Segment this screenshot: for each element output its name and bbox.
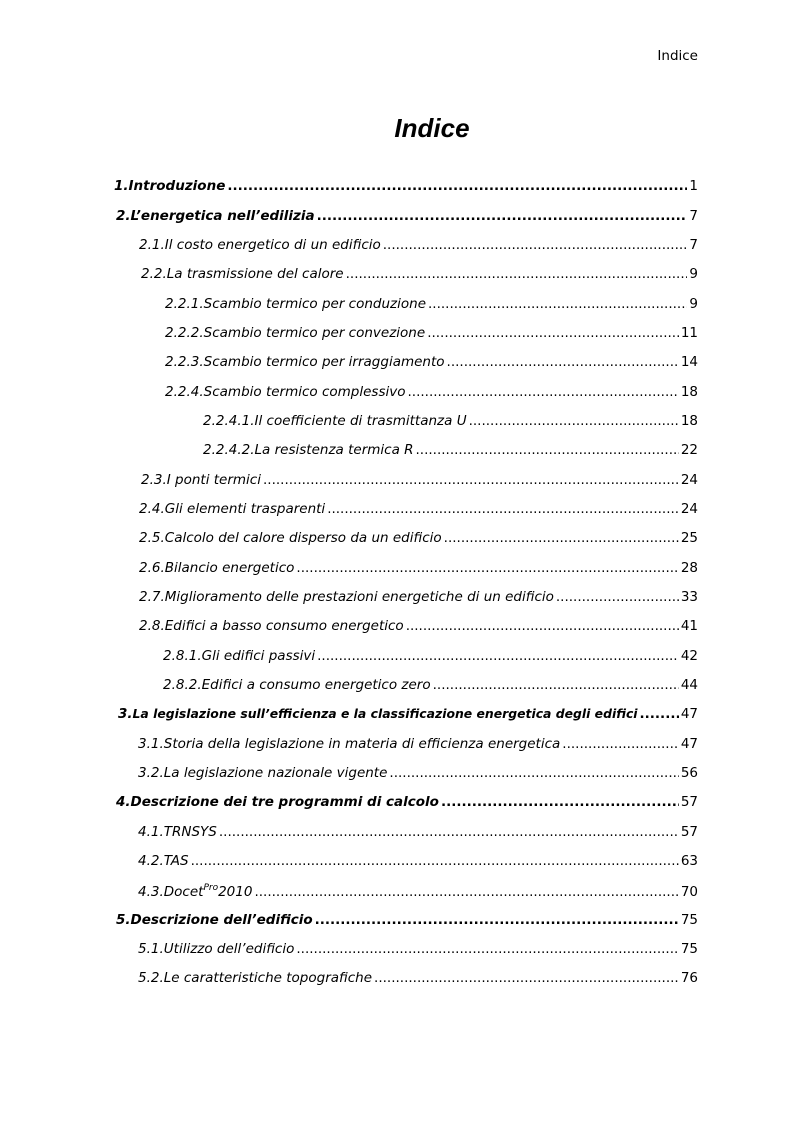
page-title: Indice bbox=[394, 113, 470, 143]
toc-label: Miglioramento delle prestazioni energetiche di un edificio bbox=[164, 589, 554, 605]
toc-entry-4-1[interactable] bbox=[138, 824, 698, 846]
toc-label: Bilancio energetico bbox=[164, 560, 295, 576]
toc-page-number: 42 bbox=[680, 648, 698, 664]
dot-leader bbox=[315, 912, 679, 928]
dot-leader bbox=[406, 618, 679, 634]
toc-page-number: 63 bbox=[680, 853, 698, 869]
toc-page-number: 57 bbox=[680, 824, 698, 840]
toc-label-tail: 2010 bbox=[218, 884, 253, 900]
toc-label: I ponti termici bbox=[166, 472, 261, 488]
dot-leader bbox=[327, 501, 679, 517]
toc-page-number: 9 bbox=[689, 296, 698, 312]
toc-number: 3.1. bbox=[138, 736, 164, 752]
toc-page-number: 76 bbox=[680, 970, 698, 986]
toc-page-number: 57 bbox=[680, 794, 698, 810]
dot-leader bbox=[191, 853, 679, 869]
toc-page-number: 56 bbox=[680, 765, 698, 781]
toc-page-number: 41 bbox=[680, 618, 698, 634]
toc-label: Le caratteristiche topografiche bbox=[163, 970, 373, 986]
toc-number: 4.1. bbox=[138, 824, 164, 840]
toc-entry-2-2[interactable] bbox=[141, 266, 698, 288]
toc-page-number: 18 bbox=[680, 413, 698, 429]
toc-entry-3-1[interactable] bbox=[138, 736, 698, 758]
dot-leader bbox=[416, 442, 679, 458]
dot-leader bbox=[427, 325, 679, 341]
running-header: Indice bbox=[657, 48, 698, 64]
toc-label: La legislazione nazionale vigente bbox=[163, 765, 388, 781]
toc-entry-4[interactable] bbox=[116, 794, 698, 816]
dot-leader bbox=[383, 237, 688, 253]
toc-label: Storia della legislazione in materia di efficienza energetica bbox=[163, 736, 561, 752]
toc-entry-2-2-4-1[interactable] bbox=[203, 413, 698, 435]
toc-label-superscript: Pro bbox=[203, 883, 219, 893]
toc-page-number: 18 bbox=[680, 384, 698, 400]
dot-leader bbox=[317, 208, 688, 224]
toc-label: Descrizione dei tre programmi di calcolo bbox=[130, 794, 439, 810]
dot-leader bbox=[374, 970, 679, 986]
toc-entry-2-2-1[interactable] bbox=[165, 296, 698, 318]
toc-label: Gli edifici passivi bbox=[201, 648, 316, 664]
dot-leader bbox=[433, 677, 679, 693]
toc-number: 2.2.4.1. bbox=[203, 413, 255, 429]
toc-page-number: 70 bbox=[680, 884, 698, 900]
toc-page-number: 75 bbox=[680, 941, 698, 957]
toc-label bbox=[164, 883, 253, 900]
toc-label: Edifici a basso consumo energetico bbox=[164, 618, 404, 634]
toc-number: 3. bbox=[118, 706, 133, 722]
toc-entry-2-1[interactable] bbox=[139, 237, 698, 259]
toc-entry-3-2[interactable] bbox=[138, 765, 698, 787]
toc-entry-2-8-1[interactable] bbox=[163, 648, 698, 670]
toc-number: 3.2. bbox=[138, 765, 164, 781]
toc-label: Calcolo del calore disperso da un edificio bbox=[164, 530, 442, 546]
toc-entry-2-2-3[interactable] bbox=[165, 354, 698, 376]
toc-label: La trasmissione del calore bbox=[166, 266, 344, 282]
toc-page-number: 24 bbox=[680, 501, 698, 517]
toc-entry-2-7[interactable] bbox=[139, 589, 698, 611]
toc-entry-2-8-2[interactable] bbox=[163, 677, 698, 699]
toc-entry-5[interactable] bbox=[116, 912, 698, 934]
toc-entry-3[interactable] bbox=[118, 706, 698, 728]
toc-label: La legislazione sull’efficienza e la classificazione energetica degli edifici bbox=[132, 706, 638, 721]
toc-page-number: 33 bbox=[680, 589, 698, 605]
toc-number: 2.8.2. bbox=[163, 677, 202, 693]
dot-leader bbox=[562, 736, 679, 752]
toc-label: La resistenza termica R bbox=[254, 442, 414, 458]
toc-page-number: 7 bbox=[689, 208, 698, 224]
toc-entry-5-1[interactable] bbox=[138, 941, 698, 963]
toc-number: 5.2. bbox=[138, 970, 164, 986]
toc-number: 2. bbox=[116, 208, 131, 224]
toc-number: 2.5. bbox=[139, 530, 165, 546]
toc-label: Utilizzo dell’edificio bbox=[163, 941, 295, 957]
toc-page-number: 47 bbox=[680, 706, 698, 722]
toc-entry-2-2-2[interactable] bbox=[165, 325, 698, 347]
toc-number: 5.1. bbox=[138, 941, 164, 957]
toc-page-number: 47 bbox=[680, 736, 698, 752]
dot-leader bbox=[444, 530, 679, 546]
dot-leader bbox=[227, 178, 687, 194]
toc-label: Scambio termico complessivo bbox=[203, 384, 406, 400]
dot-leader bbox=[556, 589, 679, 605]
dot-leader bbox=[296, 560, 678, 576]
toc-page-number: 24 bbox=[680, 472, 698, 488]
dot-leader bbox=[263, 472, 679, 488]
toc-number: 2.3. bbox=[141, 472, 167, 488]
dot-leader bbox=[428, 296, 687, 312]
toc-label: Introduzione bbox=[128, 178, 226, 194]
toc-label: Edifici a consumo energetico zero bbox=[201, 677, 431, 693]
toc-number: 2.1. bbox=[139, 237, 165, 253]
toc-label: Gli elementi trasparenti bbox=[164, 501, 326, 517]
toc-label: Descrizione dell’edificio bbox=[130, 912, 313, 928]
toc-entry-1[interactable] bbox=[114, 178, 698, 200]
toc-entry-2[interactable] bbox=[116, 208, 698, 230]
toc-page-number: 11 bbox=[680, 325, 698, 341]
toc-entry-5-2[interactable] bbox=[138, 970, 698, 992]
toc-number: 2.2.4. bbox=[165, 384, 204, 400]
toc-number: 4. bbox=[116, 794, 131, 810]
toc-entry-2-2-4-2[interactable] bbox=[203, 442, 698, 464]
toc-label: TRNSYS bbox=[163, 824, 217, 840]
toc-label: Il costo energetico di un edificio bbox=[164, 237, 381, 253]
dot-leader bbox=[254, 884, 678, 900]
toc-label: Il coefficiente di trasmittanza U bbox=[254, 413, 467, 429]
toc-page-number: 25 bbox=[680, 530, 698, 546]
dot-leader bbox=[441, 794, 679, 810]
toc-page-number: 9 bbox=[689, 266, 698, 282]
toc-page-number: 28 bbox=[680, 560, 698, 576]
toc-number: 2.4. bbox=[139, 501, 165, 517]
toc-entry-2-5[interactable] bbox=[139, 530, 698, 552]
dot-leader bbox=[469, 413, 679, 429]
toc-page-number: 14 bbox=[680, 354, 698, 370]
toc-number: 4.2. bbox=[138, 853, 164, 869]
toc-entry-2-4[interactable] bbox=[139, 501, 698, 523]
toc-number: 2.2.2. bbox=[165, 325, 204, 341]
toc-number: 2.2.1. bbox=[165, 296, 204, 312]
toc-page-number: 44 bbox=[680, 677, 698, 693]
dot-leader bbox=[447, 354, 679, 370]
toc-page-number: 22 bbox=[680, 442, 698, 458]
toc-number: 2.2.3. bbox=[165, 354, 204, 370]
toc-label: Scambio termico per convezione bbox=[203, 325, 426, 341]
toc-entry-2-8[interactable] bbox=[139, 618, 698, 640]
toc-label: L’energetica nell’edilizia bbox=[130, 208, 315, 224]
toc-page-number: 7 bbox=[689, 237, 698, 253]
toc-label: Scambio termico per irraggiamento bbox=[203, 354, 445, 370]
dot-leader bbox=[408, 384, 679, 400]
dot-leader bbox=[317, 648, 679, 664]
toc-number: 2.2. bbox=[141, 266, 167, 282]
toc-label: Scambio termico per conduzione bbox=[203, 296, 427, 312]
dot-leader bbox=[389, 765, 678, 781]
toc-number: 4.3. bbox=[138, 884, 164, 900]
toc-entry-2-3[interactable] bbox=[141, 472, 698, 494]
toc-entry-2-2-4[interactable] bbox=[165, 384, 698, 406]
toc-number: 2.2.4.2. bbox=[203, 442, 255, 458]
toc-number: 2.8. bbox=[139, 618, 165, 634]
toc-label: TAS bbox=[163, 853, 189, 869]
dot-leader bbox=[346, 266, 688, 282]
toc-label-main: Docet bbox=[163, 884, 204, 900]
dot-leader bbox=[219, 824, 679, 840]
toc-entry-2-6[interactable] bbox=[139, 560, 698, 582]
dot-leader bbox=[296, 941, 678, 957]
toc-entry-4-3[interactable] bbox=[138, 883, 698, 905]
toc-number: 2.7. bbox=[139, 589, 165, 605]
toc-number: 2.8.1. bbox=[163, 648, 202, 664]
toc-page-number: 1 bbox=[689, 178, 698, 194]
toc-number: 2.6. bbox=[139, 560, 165, 576]
toc-entry-4-2[interactable] bbox=[138, 853, 698, 875]
toc-number: 1. bbox=[114, 178, 129, 194]
dot-leader bbox=[640, 706, 679, 722]
toc-number: 5. bbox=[116, 912, 131, 928]
toc-page-number: 75 bbox=[680, 912, 698, 928]
